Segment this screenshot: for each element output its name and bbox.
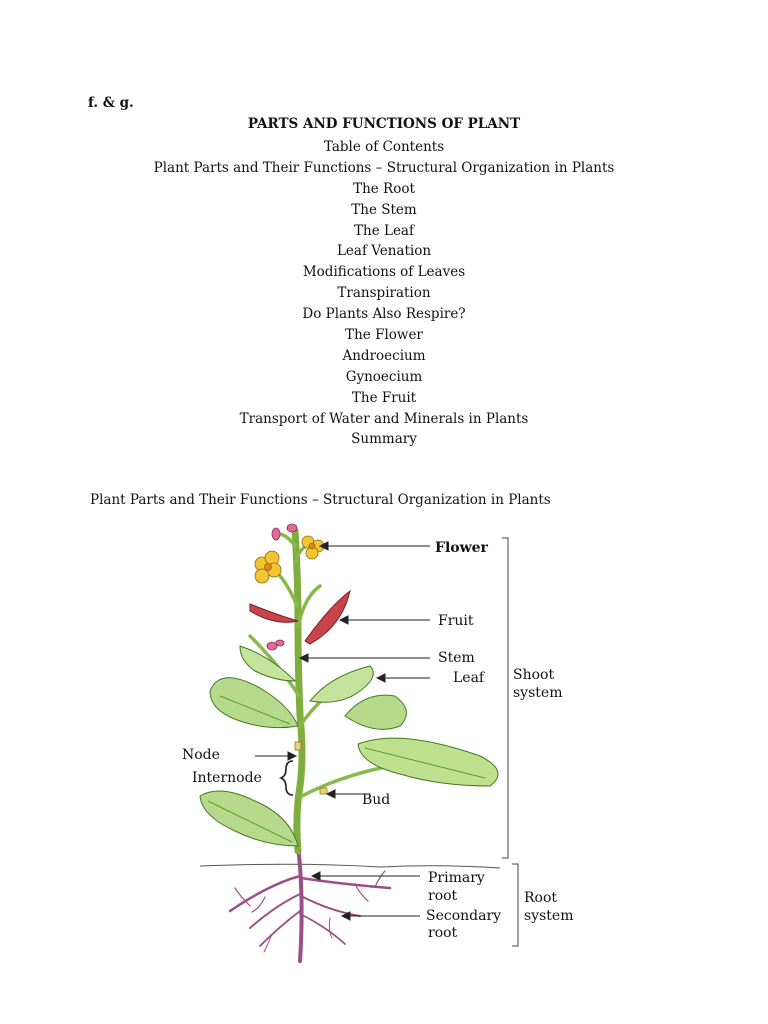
- primary-root-label-line1: Primary: [428, 870, 485, 886]
- root-system-label-line2: system: [524, 908, 574, 924]
- section-heading: Plant Parts and Their Functions – Structural Organization in Plants: [90, 492, 551, 508]
- toc-item: Androecium: [342, 347, 426, 364]
- section-label: f. & g.: [88, 95, 134, 111]
- stem-label: Stem: [438, 650, 475, 666]
- flower-label: Flower: [435, 540, 488, 556]
- primary-root-label-line2: root: [428, 888, 458, 904]
- toc-item: The Stem: [351, 201, 417, 218]
- shoot-system-label-line2: system: [513, 685, 563, 701]
- toc-item: Plant Parts and Their Functions – Structural Organization in Plants: [153, 159, 615, 176]
- table-of-contents: [0, 137, 768, 450]
- node-label: Node: [182, 747, 220, 763]
- internode-label: Internode: [192, 770, 262, 786]
- root-system-bracket: [512, 864, 518, 946]
- root-system-drawing: [230, 846, 390, 961]
- root-system-label-line1: Root: [524, 890, 558, 906]
- toc-item: Leaf Venation: [336, 243, 432, 260]
- toc-heading: Table of Contents: [323, 139, 445, 155]
- toc-item: Transport of Water and Minerals in Plants: [239, 410, 529, 427]
- ground-line: [200, 864, 500, 868]
- bud-label: Bud: [362, 792, 391, 808]
- toc-item: Summary: [351, 431, 417, 448]
- toc-item: The Fruit: [351, 389, 417, 406]
- node-mark: [295, 742, 301, 750]
- shoot-system-label-line1: Shoot: [513, 667, 555, 683]
- fruit-label: Fruit: [438, 613, 474, 629]
- toc-item: Transpiration: [337, 285, 431, 302]
- secondary-root-label-line2: root: [428, 925, 458, 941]
- toc-item: The Flower: [345, 327, 423, 344]
- plant-diagram: [180, 516, 600, 966]
- toc-item: Do Plants Also Respire?: [302, 306, 466, 323]
- toc-item: The Root: [353, 180, 415, 197]
- toc-item: The Leaf: [354, 222, 414, 239]
- toc-item: Modifications of Leaves: [302, 264, 466, 281]
- toc-item: Gynoecium: [345, 368, 423, 385]
- plant-diagram-svg: [180, 516, 600, 966]
- internode-brace: [281, 761, 293, 795]
- secondary-root-label-line1: Secondary: [426, 908, 502, 924]
- bud-mark: [320, 788, 327, 794]
- page-title: PARTS AND FUNCTIONS OF PLANT: [247, 116, 521, 132]
- leaf-label: Leaf: [453, 670, 485, 686]
- shoot-system-bracket: [502, 538, 508, 858]
